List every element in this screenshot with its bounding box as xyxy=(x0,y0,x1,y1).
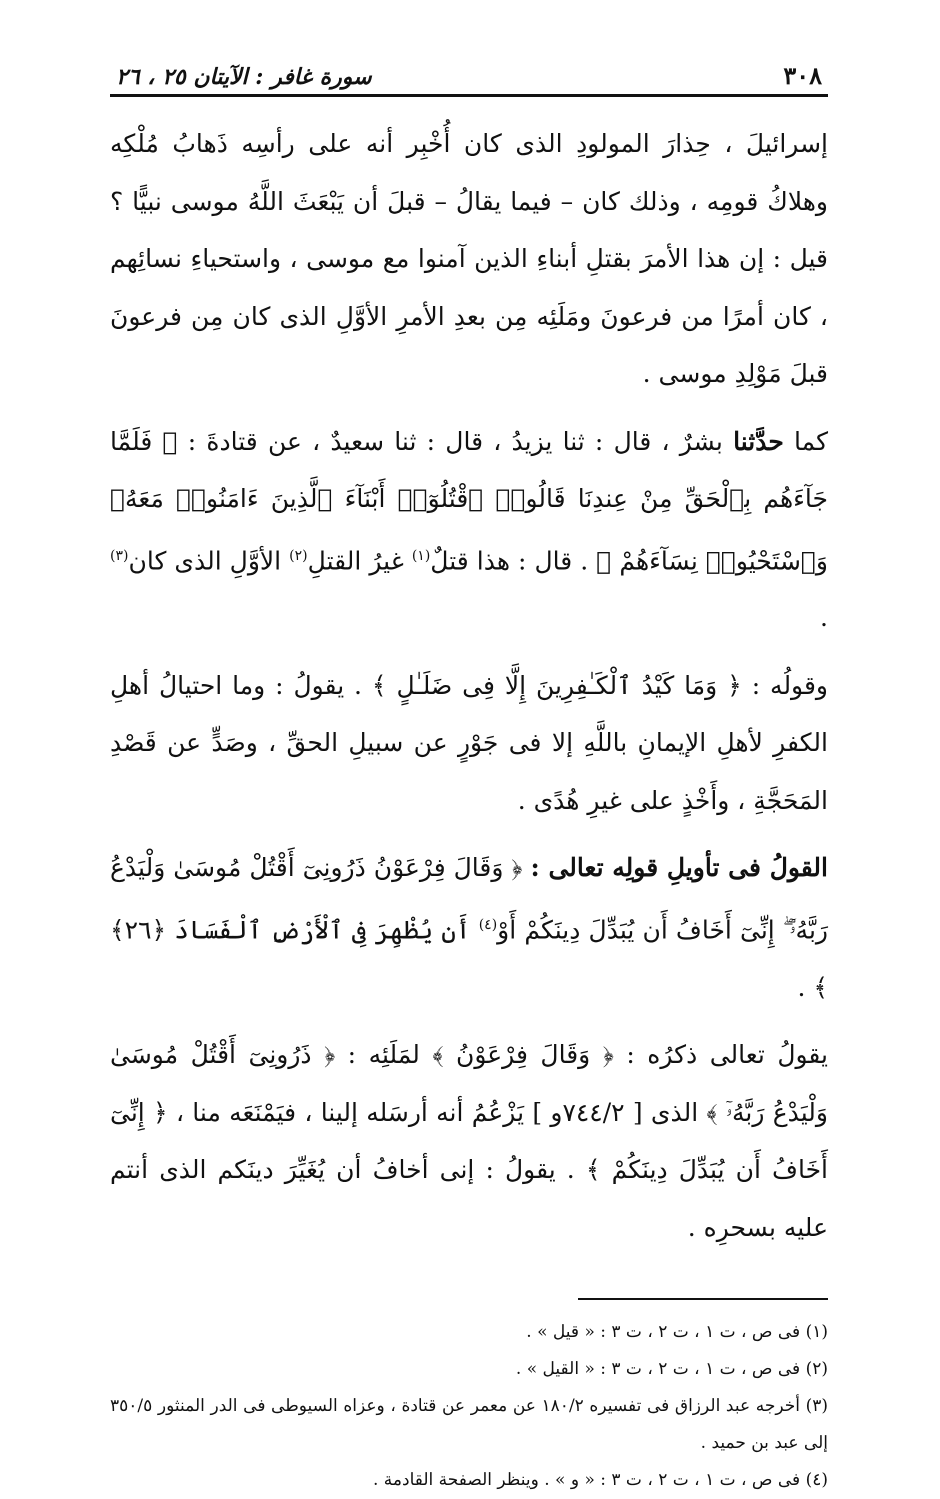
p2-text-mid2: الأوَّلِ الذى كان xyxy=(128,545,290,575)
footnote-ref-4: (٤) xyxy=(478,916,498,933)
footnote-ref-3: (٣) xyxy=(110,547,129,564)
footnote-ref-1: (١) xyxy=(411,547,431,564)
p4-verse: ﴿ وَقَالَ فِرْعَوْنُ ذَرُونِىٓ أَقْتُلْ مُوسَىٰ وَلْيَدْعُ رَبَّهُۥٓ ۖ إِنِّىٓ أَخَافُ أَن يُبَدِّلَ دِينَكُمْ أَوْ xyxy=(110,853,828,945)
footnotes xyxy=(110,1314,828,1499)
page-number: ٣٠٨ xyxy=(783,61,822,90)
p2-intro: كما xyxy=(783,426,828,456)
p2-text-mid: غيرُ القتلِ xyxy=(307,545,412,575)
p2-text: بشرٌ ، قال : ثنا يزيدُ ، قال : ثنا سعيدٌ ، عن قتادةَ : ﴿ فَلَمَّا جَآءَهُم بِٱلْحَقِّ مِنْ عِندِنَا قَالُوا۟ ٱقْتُلُوٓا۟ أَبْنَآءَ ٱلَّذِينَ ءَامَنُوا۟ مَعَهُۥ وَٱسْتَحْيُوا۟ نِسَآءَهُمْ ﴾ . قال : هذا قتلٌ xyxy=(110,426,828,575)
p2-end: . xyxy=(820,603,828,633)
footnote-ref-2: (٢) xyxy=(289,547,308,564)
footnote-3: (٣) أخرجه عبد الرزاق فى تفسيره ١٨٠/٢ عن معمر عن قتادة ، وعزاه السيوطى فى الدر المنثور ٣٥٠/٥ إلى عبد بن حميد . xyxy=(110,1396,828,1454)
paragraph-1: إسرائيلَ ، حِذارَ المولودِ الذى كان أُخْبِر أنه على رأسِه ذَهابُ مُلْكِه وهلاكُ قومِه ، وذلك كان – فيما يقالُ – قبلَ أن يَبْعَثَ اللَّهُ موسى نبيًّا ؟ قيل : إن هذا الأمرَ بقتلِ أبناءِ الذين آمنوا مع موسى ، واستحياءِ نسائِهم ، كان أمرًا من فرعونَ ومَلَئِه مِن بعدِ الأمرِ الأوَّلِ الذى كان مِن فرعونَ قبلَ مَوْلِدِ موسى . xyxy=(110,129,828,388)
footnote-rule xyxy=(578,1298,828,1300)
tafsir-heading: القولُ فى تأويلِ قولِه تعالى : xyxy=(530,853,828,883)
paragraph-4 xyxy=(110,839,828,1016)
page-header xyxy=(110,52,828,94)
paragraph-3: وقولُه : ﴿ وَمَا كَيْدُ ٱلْكَـٰفِرِينَ إِلَّا فِى ضَلَـٰلٍ ﴾ . يقولُ : وما احتيالُ أهلِ الكفرِ لأهلِ الإيمانِ باللَّهِ إلا فى جَوْرٍ عن سبيلِ الحقِّ ، وصَدٍّ عن قَصْدِ المَحَجَّةِ ، وأَخْذٍ على غيرِ هُدًى . xyxy=(110,670,828,815)
header-rule xyxy=(110,94,828,97)
footnote-1: (١) فى ص ، ت ١ ، ت ٢ ، ت ٣ : « قيل » . xyxy=(526,1322,828,1343)
p2-hadith-term: حدَّثنا xyxy=(733,426,784,456)
paragraph-5: يقولُ تعالى ذكرُه : ﴿ وَقَالَ فِرْعَوْنُ ﴾ لمَلَئِه : ﴿ ذَرُونِىٓ أَقْتُلْ مُوسَىٰ وَلْيَدْعُ رَبَّهُۥٓ ﴾ الذى [ ٧٤٤/٢و ] يَزْعُمُ أنه أرسَله إلينا ، فيَمْنَعَه منا ، ﴿ إِنِّىٓ أَخَافُ أَن يُبَدِّلَ دِينَكُمْ ﴾ . يقولُ : إنى أخافُ أن يُغَيِّرَ دينَكم الذى أنتم عليه بسحرِه . xyxy=(110,1040,828,1242)
footnote-4: (٤) فى ص ، ت ١ ، ت ٢ ، ت ٣ : « و » . وينظر الصفحة القادمة . xyxy=(373,1470,828,1491)
footnote-2: (٢) فى ص ، ت ١ ، ت ٢ ، ت ٣ : « القيل » . xyxy=(515,1359,828,1380)
paragraph-2 xyxy=(110,413,828,647)
surah-title: سورة غافر : الآيتان ٢٥ ، ٢٦ xyxy=(116,64,372,90)
p4-verse-end: أَن يُظْهِرَ فِى ٱلْأَرْضِ ٱلْفَسَادَ ﴿٢٦﴾ ﴾ . xyxy=(110,915,828,1002)
